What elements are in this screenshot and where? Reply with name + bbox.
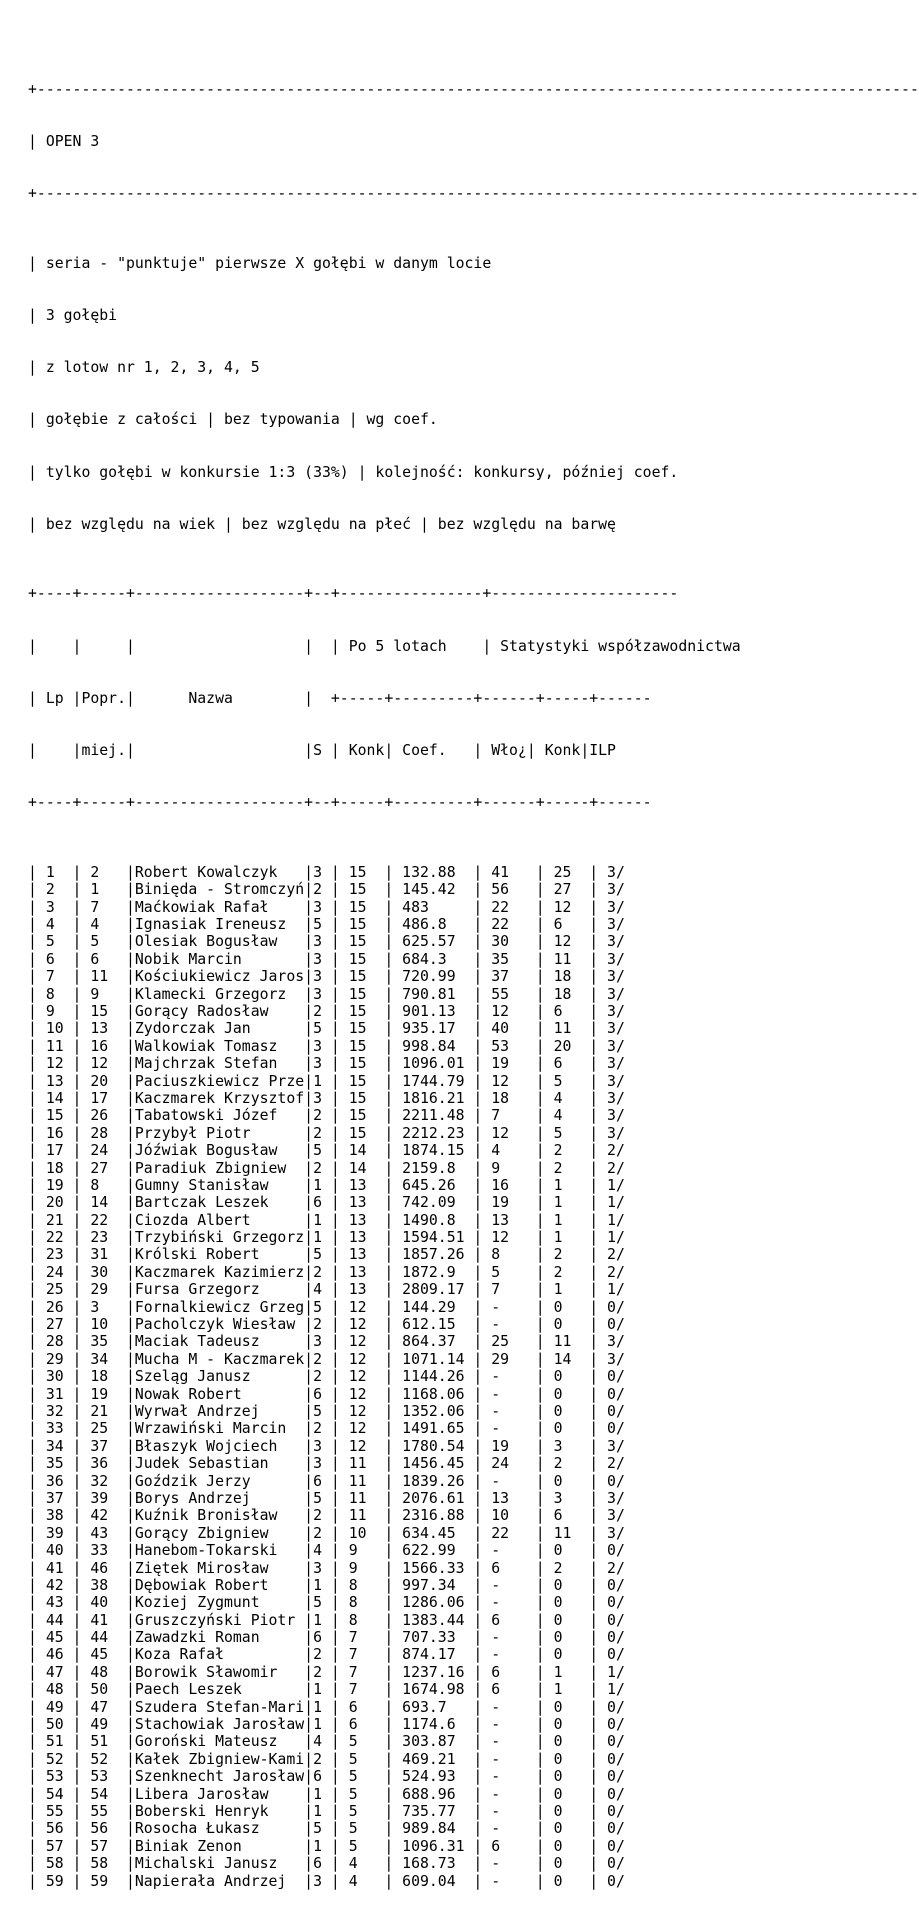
table-row: | 12 | 12 |Majchrzak Stefan |3 | 15 | 1096.01 | 19 | 6 | 3/ — [28, 1055, 625, 1073]
table-row: | 7 | 11 |Kościukiewicz Jaros|3 | 15 | 720.99 | 37 | 18 | 3/ — [28, 968, 625, 986]
report-document — [28, 46, 919, 1907]
title-border-bottom: +--------------------------------------------------------------------------------------------------- — [28, 185, 919, 203]
table-header-line: | Lp |Popr.| Nazwa | +-----+---------+------+-----+------ — [28, 689, 652, 707]
table-row: | 52 | 52 |Kałek Zbigniew-Kami|2 | 5 | 469.21 | - | 0 | 0/ — [28, 1750, 625, 1768]
table-row: | 14 | 17 |Kaczmarek Krzysztof|3 | 15 | 1816.21 | 18 | 4 | 3/ — [28, 1089, 625, 1107]
table-row: | 32 | 21 |Wyrwał Andrzej |5 | 12 | 1352.06 | - | 0 | 0/ — [28, 1402, 625, 1420]
settings-line: | bez względu na wiek | bez względu na płeć | bez względu na barwę — [28, 515, 616, 533]
table-row: | 16 | 28 |Przybył Piotr |2 | 15 | 2212.23 | 12 | 5 | 3/ — [28, 1124, 625, 1142]
table-header-border: +----+-----+-------------------+--+----------------+--------------------- — [28, 585, 679, 603]
table-row: | 36 | 32 |Goździk Jerzy |6 | 11 | 1839.26 | - | 0 | 0/ — [28, 1472, 625, 1490]
table-row: | 41 | 46 |Ziętek Mirosław |3 | 9 | 1566.33 | 6 | 2 | 2/ — [28, 1559, 625, 1577]
table-row: | 33 | 25 |Wrzawiński Marcin |2 | 12 | 1491.65 | - | 0 | 0/ — [28, 1420, 625, 1438]
table-row: | 21 | 22 |Ciozda Albert |1 | 13 | 1490.8 | 13 | 1 | 1/ — [28, 1211, 625, 1229]
table-row: | 51 | 51 |Goroński Mateusz |4 | 5 | 303.87 | - | 0 | 0/ — [28, 1733, 625, 1751]
table-row: | 56 | 56 |Rosocha Łukasz |5 | 5 | 989.84 | - | 0 | 0/ — [28, 1820, 625, 1838]
table-row: | 54 | 54 |Libera Jarosław |1 | 5 | 688.96 | - | 0 | 0/ — [28, 1785, 625, 1803]
table-row: | 20 | 14 |Bartczak Leszek |6 | 13 | 742.09 | 19 | 1 | 1/ — [28, 1194, 625, 1212]
table-row: | 40 | 33 |Hanebom-Tokarski |4 | 9 | 622.99 | - | 0 | 0/ — [28, 1542, 625, 1560]
table-row: | 28 | 35 |Maciak Tadeusz |3 | 12 | 864.37 | 25 | 11 | 3/ — [28, 1333, 625, 1351]
table-row: | 1 | 2 |Robert Kowalczyk |3 | 15 | 132.88 | 41 | 25 | 3/ — [28, 863, 625, 881]
settings-line: | z lotow nr 1, 2, 3, 4, 5 — [28, 359, 260, 377]
table-row: | 34 | 37 |Błaszyk Wojciech |3 | 12 | 1780.54 | 19 | 3 | 3/ — [28, 1437, 625, 1455]
table-row: | 49 | 47 |Szudera Stefan-Mari|1 | 6 | 693.7 | - | 0 | 0/ — [28, 1698, 625, 1716]
table-header-line: | | | | | Po 5 lotach | Statystyki współzawodnictwa — [28, 637, 741, 655]
table-row: | 45 | 44 |Zawadzki Roman |6 | 7 | 707.33 | - | 0 | 0/ — [28, 1629, 625, 1647]
title-border-top: +--------------------------------------------------------------------------------------------------- — [28, 80, 919, 98]
settings-line: | gołębie z całości | bez typowania | wg coef. — [28, 411, 438, 429]
table-row: | 18 | 27 |Paradiuk Zbigniew |2 | 14 | 2159.8 | 9 | 2 | 2/ — [28, 1159, 625, 1177]
table-row: | 27 | 10 |Pacholczyk Wiesław |2 | 12 | 612.15 | - | 0 | 0/ — [28, 1316, 625, 1334]
table-row: | 29 | 34 |Mucha M - Kaczmarek|2 | 12 | 1071.14 | 29 | 14 | 3/ — [28, 1350, 625, 1368]
table-row: | 3 | 7 |Maćkowiak Rafał |3 | 15 | 483 | 22 | 12 | 3/ — [28, 898, 625, 916]
table-row: | 8 | 9 |Klamecki Grzegorz |3 | 15 | 790.81 | 55 | 18 | 3/ — [28, 985, 625, 1003]
table-row: | 38 | 42 |Kuźnik Bronisław |2 | 11 | 2316.88 | 10 | 6 | 3/ — [28, 1507, 625, 1525]
table-row: | 26 | 3 |Fornalkiewicz Grzeg|5 | 12 | 144.29 | - | 0 | 0/ — [28, 1298, 625, 1316]
table-row: | 9 | 15 |Gorący Radosław |2 | 15 | 901.13 | 12 | 6 | 3/ — [28, 1003, 625, 1020]
table-row: | 6 | 6 |Nobik Marcin |3 | 15 | 684.3 | 35 | 11 | 3/ — [28, 950, 625, 968]
table-row: | 5 | 5 |Olesiak Bogusław |3 | 15 | 625.57 | 30 | 12 | 3/ — [28, 933, 625, 951]
table-row: | 31 | 19 |Nowak Robert |6 | 12 | 1168.06 | - | 0 | 0/ — [28, 1385, 625, 1403]
table-row: | 47 | 48 |Borowik Sławomir |2 | 7 | 1237.16 | 6 | 1 | 1/ — [28, 1663, 625, 1681]
table-row: | 17 | 24 |Jóźwiak Bogusław |5 | 14 | 1874.15 | 4 | 2 | 2/ — [28, 1142, 625, 1160]
table-row: | 25 | 29 |Fursa Grzegorz |4 | 13 | 2809.17 | 7 | 1 | 1/ — [28, 1281, 625, 1299]
table-row: | 55 | 55 |Boberski Henryk |1 | 5 | 735.77 | - | 0 | 0/ — [28, 1802, 625, 1820]
table-row: | 44 | 41 |Gruszczyński Piotr |1 | 8 | 1383.44 | 6 | 0 | 0/ — [28, 1611, 625, 1629]
table-row: | 39 | 43 |Gorący Zbigniew |2 | 10 | 634.45 | 22 | 11 | 3/ — [28, 1524, 625, 1542]
table-row: | 58 | 58 |Michalski Janusz |6 | 4 | 168.73 | - | 0 | 0/ — [28, 1855, 625, 1873]
table-header-border: +----+-----+-------------------+--+-----+---------+------+-----+------ — [28, 794, 652, 812]
table-row: | 15 | 26 |Tabatowski Józef |2 | 15 | 2211.48 | 7 | 4 | 3/ — [28, 1107, 625, 1125]
table-row: | 53 | 53 |Szenknecht Jarosław|6 | 5 | 524.93 | - | 0 | 0/ — [28, 1768, 625, 1786]
table-row: | 23 | 31 |Królski Robert |5 | 13 | 1857.26 | 8 | 2 | 2/ — [28, 1246, 625, 1264]
table-row: | 22 | 23 |Trzybiński Grzegorz|1 | 13 | 1594.51 | 12 | 1 | 1/ — [28, 1229, 625, 1247]
table-row: | 59 | 59 |Napierała Andrzej |3 | 4 | 609.04 | - | 0 | 0/ — [28, 1872, 625, 1890]
table-row: | 4 | 4 |Ignasiak Ireneusz |5 | 15 | 486.8 | 22 | 6 | 3/ — [28, 916, 625, 934]
table-row: | 10 | 13 |Zydorczak Jan |5 | 15 | 935.17 | 40 | 11 | 3/ — [28, 1020, 625, 1038]
table-row: | 37 | 39 |Borys Andrzej |5 | 11 | 2076.61 | 13 | 3 | 3/ — [28, 1489, 625, 1507]
table-row: | 46 | 45 |Koza Rafał |2 | 7 | 874.17 | - | 0 | 0/ — [28, 1646, 625, 1664]
table-row: | 30 | 18 |Szeląg Janusz |2 | 12 | 1144.26 | - | 0 | 0/ — [28, 1368, 625, 1386]
table-row: | 2 | 1 |Binięda - Stromczyń|2 | 15 | 145.42 | 56 | 27 | 3/ — [28, 881, 625, 899]
table-row: | 57 | 57 |Biniak Zenon |1 | 5 | 1096.31 | 6 | 0 | 0/ — [28, 1837, 625, 1855]
table-row: | 35 | 36 |Judek Sebastian |3 | 11 | 1456.45 | 24 | 2 | 2/ — [28, 1455, 625, 1473]
settings-line: | tylko gołębi w konkursie 1:3 (33%) | kolejność: konkursy, później coef. — [28, 463, 679, 481]
settings-line: | seria - "punktuje" pierwsze X gołębi w danym locie — [28, 254, 492, 272]
table-row: | 42 | 38 |Dębowiak Robert |1 | 8 | 997.34 | - | 0 | 0/ — [28, 1576, 625, 1594]
results-table-body — [28, 864, 800, 1890]
settings-line: | 3 gołębi — [28, 307, 118, 325]
table-header-line: | |miej.| |S | Konk| Coef. | Wło¿| Konk|ILP — [28, 742, 616, 760]
table-row: | 48 | 50 |Paech Leszek |1 | 7 | 1674.98 | 6 | 1 | 1/ — [28, 1681, 625, 1699]
table-row: | 24 | 30 |Kaczmarek Kazimierz|2 | 13 | 1872.9 | 5 | 2 | 2/ — [28, 1263, 625, 1281]
report-title: | OPEN 3 — [28, 133, 100, 151]
table-row: | 19 | 8 |Gumny Stanisław |1 | 13 | 645.26 | 16 | 1 | 1/ — [28, 1176, 625, 1194]
table-row: | 50 | 49 |Stachowiak Jarosław|1 | 6 | 1174.6 | - | 0 | 0/ — [28, 1716, 625, 1734]
table-row: | 13 | 20 |Paciuszkiewicz Prze|1 | 15 | 1744.79 | 12 | 5 | 3/ — [28, 1072, 625, 1090]
table-row: | 11 | 16 |Walkowiak Tomasz |3 | 15 | 998.84 | 53 | 20 | 3/ — [28, 1037, 625, 1055]
table-row: | 43 | 40 |Koziej Zygmunt |5 | 8 | 1286.06 | - | 0 | 0/ — [28, 1594, 625, 1612]
